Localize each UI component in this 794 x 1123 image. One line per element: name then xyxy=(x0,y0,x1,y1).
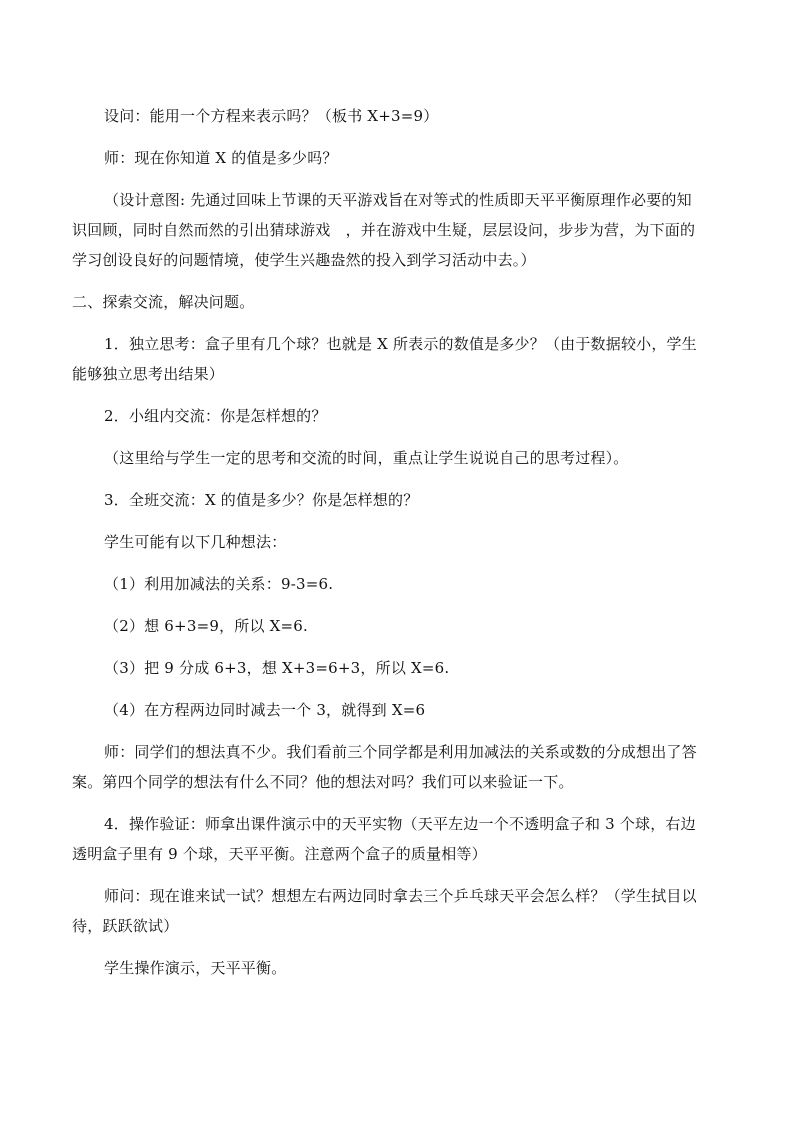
paragraph-demo-result: 学生操作演示，天平平衡。 xyxy=(104,959,287,977)
list-item-idea-4: （4）在方程两边同时减去一个 3，就得到 X=6 xyxy=(104,701,426,719)
text-line: （设计意图: 先通过回味上节课的天平游戏旨在对等式的性质即天平平衡原理作必要的知 xyxy=(104,191,692,209)
paragraph-question: 设问：能用一个方程来表示吗？（板书 X+3=9） xyxy=(104,107,439,125)
paragraph-teacher-ask: 师：现在你知道 X 的值是多少吗？ xyxy=(104,149,338,167)
paragraph-note: （这里给与学生一定的思考和交流的时间，重点让学生说说自己的思考过程）。 xyxy=(104,449,629,467)
list-item-idea-1: （1）利用加减法的关系：9-3=6. xyxy=(104,575,334,593)
paragraph-student-ideas: 学生可能有以下几种想法： xyxy=(104,533,287,551)
text-line: 学习创设良好的问题情境，使学生兴趣盎然的投入到学习活动中去。） xyxy=(72,251,536,269)
text-line: 透明盒子里有 9 个球，天平平衡。注意两个盒子的质量相等） xyxy=(72,845,487,863)
text-line: 识回顾，同时自然而然的引出猜球游戏 ，并在游戏中生疑，层层设问，步步为营，为下面的 xyxy=(72,221,696,239)
text-line: 案。第四个同学的想法有什么不同？他的想法对吗？我们可以来验证一下。 xyxy=(72,773,574,791)
text-line: 师问：现在谁来试一试？想想左右两边同时拿去三个乒乓球天平会怎么样？（学生拭目以 xyxy=(104,887,697,905)
paragraph-step-2: 2．小组内交流：你是怎样想的？ xyxy=(104,407,327,425)
paragraph-step-3: 3．全班交流：X 的值是多少？你是怎样想的？ xyxy=(104,491,419,509)
section-heading: 二、探索交流，解决问题。 xyxy=(72,293,255,311)
text-line: 1．独立思考：盒子里有几个球？也就是 X 所表示的数值是多少？（由于数据较小，学生 xyxy=(104,335,697,353)
list-item-idea-3: （3）把 9 分成 6+3，想 X+3=6+3，所以 X=6. xyxy=(104,659,450,677)
text-line: 待，跃跃欲试） xyxy=(72,917,179,935)
list-item-idea-2: （2）想 6+3=9，所以 X=6. xyxy=(104,617,309,635)
text-line: 4．操作验证：师拿出课件演示中的天平实物（天平左边一个不透明盒子和 3 个球，右边 xyxy=(104,815,696,833)
text-line: 师：同学们的想法真不少。我们看前三个同学都是利用加减法的关系或数的分成想出了答 xyxy=(104,743,697,761)
text-line: 能够独立思考出结果） xyxy=(72,365,225,383)
